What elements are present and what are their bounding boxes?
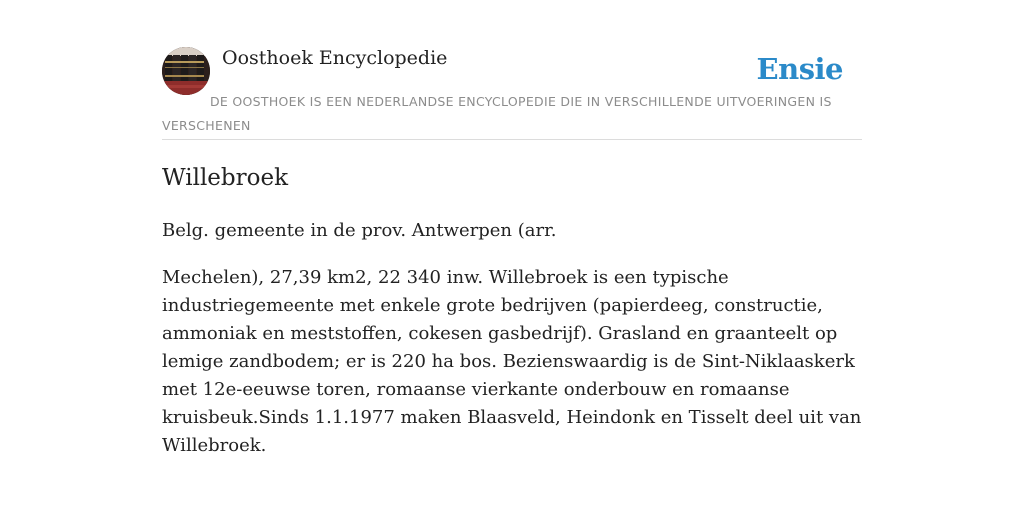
article-paragraph: Belg. gemeente in de prov. Antwerpen (arr. bbox=[162, 220, 557, 241]
source-header bbox=[162, 46, 862, 140]
source-tagline: DE OOSTHOEK IS EEN NEDERLANDSE ENCYCLOPEDIE DIE IN VERSCHILLENDE UITVOERINGEN IS VERSCHENEN bbox=[162, 94, 832, 133]
article bbox=[162, 160, 862, 460]
brand-logo[interactable]: Ensie bbox=[756, 52, 843, 86]
source-title[interactable]: Oosthoek Encyclopedie bbox=[222, 47, 448, 69]
book-spines-icon[interactable] bbox=[162, 47, 210, 95]
article-paragraph: Mechelen), 27,39 km2, 22 340 inw. Willebroek is een typische industriegemeente met enkele grote bedrijven (papierdeeg, constructie, ammoniak en meststoffen, cokesen gasbedrijf). Grasland en graanteelt op lemige zandbodem; er is 220 ha bos. Bezienswaardig is de Sint-Niklaaskerk met 12e-eeuwse toren, romaanse vierkante onderbouw en romaanse kruisbeuk.Sinds 1.1.1977 maken Blaasveld, Heindonk en Tisselt deel uit van Willebroek. bbox=[162, 267, 862, 456]
article-title: Willebroek bbox=[162, 165, 289, 191]
